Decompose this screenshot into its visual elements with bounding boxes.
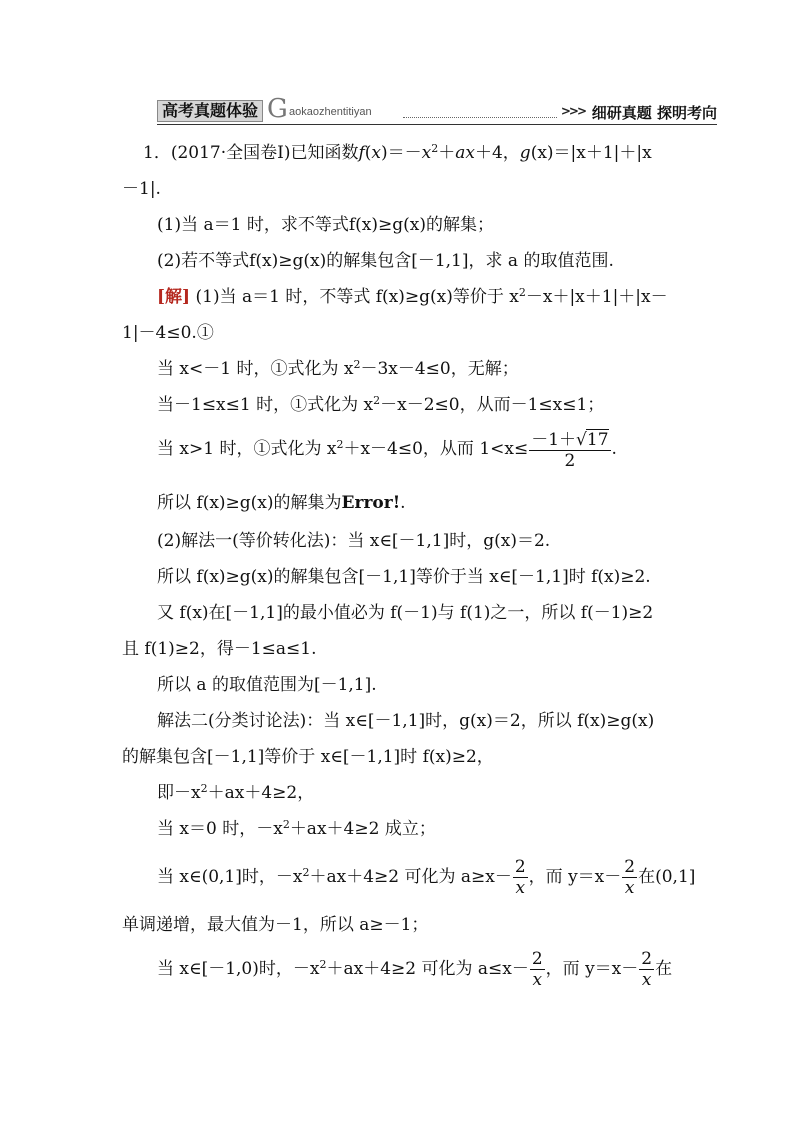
solution-line-18: 当 x∈[－1,0)时，$-x^2+ax+4\ge 2$ 可化为 a≤x－ $\frac{2}{x}$ ，而 y＝x－ $\frac{2}{x}$ 在: [157, 949, 673, 990]
fraction: $\frac{2}{x}$: [514, 857, 526, 898]
section-header: [157, 96, 717, 126]
solution-line-17: 单调递增，最大值为－1，所以 a≥－1；: [122, 915, 429, 935]
solution-line-2: 1|－4≤0.①: [122, 323, 214, 343]
section-title-box: 高考真题体验: [157, 100, 263, 122]
solution-line-12: 解法二(分类讨论法)：当 x∈[－1,1]时，g(x)＝2，所以 f(x)≥g(x): [157, 711, 655, 731]
solution-line-8: 所以 f(x)≥g(x)的解集包含[－1,1]等价于当 x∈[－1,1]时 f(x)≥2.: [157, 567, 651, 587]
problem-line-2: －1|.: [122, 179, 161, 199]
solution-line-15: 当 x＝0 时，$-x^2+ax+4\ge 2$ 成立；: [157, 818, 436, 839]
solution-line-10: 且 f(1)≥2，得－1≤a≤1.: [122, 639, 317, 659]
solution-line-4: 当－1≤x≤1 时，①式化为 $x^2-x-2\le 0$，从而－1≤x≤1；: [157, 394, 605, 415]
solution-tag: [解]: [157, 287, 191, 307]
section-initial: G: [267, 94, 288, 124]
question-1: (1)当 a＝1 时，求不等式f(x)≥g(x)的解集；: [157, 215, 494, 235]
fraction: $\frac{-1+√17}{2}$: [531, 429, 609, 471]
solution-line-5: 当 x>1 时，①式化为 $x^2+x-4\le 0$，从而 1<x≤ $\frac{-1+√17}{2}$ .: [157, 429, 617, 471]
section-pinyin: aokaozhentitiyan: [289, 106, 372, 118]
header-rule: [157, 124, 717, 125]
solution-line-1: [解] (1)当 a＝1 时，不等式 f(x)≥g(x)等价于 $x^2-x+|x+1|+|x-$: [157, 286, 668, 307]
solution-line-6: 所以 f(x)≥g(x)的解集为Error!.: [157, 493, 406, 513]
solution-line-9: 又 f(x)在[－1,1]的最小值必为 f(－1)与 f(1)之一，所以 f(－1)≥2: [157, 603, 654, 623]
solution-line-13: 的解集包含[－1,1]等价于 x∈[－1,1]时 f(x)≥2，: [122, 747, 494, 767]
solution-line-11: 所以 a 的取值范围为[－1,1].: [157, 675, 377, 695]
problem-line-1: 1．(2017·全国卷Ⅰ)已知函数$f(x)=-x^2+ax+4$，g(x)＝|x＋1|＋|x: [143, 142, 652, 163]
solution-line-7: (2)解法一(等价转化法)：当 x∈[－1,1]时，g(x)＝2.: [157, 531, 551, 551]
fraction: $\frac{2}{x}$: [641, 949, 653, 990]
solution-line-16: 当 x∈(0,1]时，$-x^2+ax+4\ge 2$ 可化为 a≥x－ $\frac{2}{x}$ ，而 y＝x－ $\frac{2}{x}$ 在(0,1]: [157, 857, 696, 898]
fraction: $\frac{2}{x}$: [624, 857, 636, 898]
arrows-icon: >>>: [560, 104, 585, 118]
dotted-leader: [403, 117, 557, 118]
solution-line-3: 当 x<－1 时，①式化为 $x^2-3x-4\le 0$，无解；: [157, 358, 519, 379]
fraction: $\frac{2}{x}$: [531, 949, 543, 990]
question-2: (2)若不等式f(x)≥g(x)的解集包含[－1,1]，求 a 的取值范围.: [157, 251, 614, 271]
solution-line-14: 即$-x^2+ax+4\ge 2$，: [157, 782, 315, 803]
sqrt-icon: √: [576, 429, 587, 450]
section-subtitle: 细研真题 探明考向: [591, 104, 717, 122]
